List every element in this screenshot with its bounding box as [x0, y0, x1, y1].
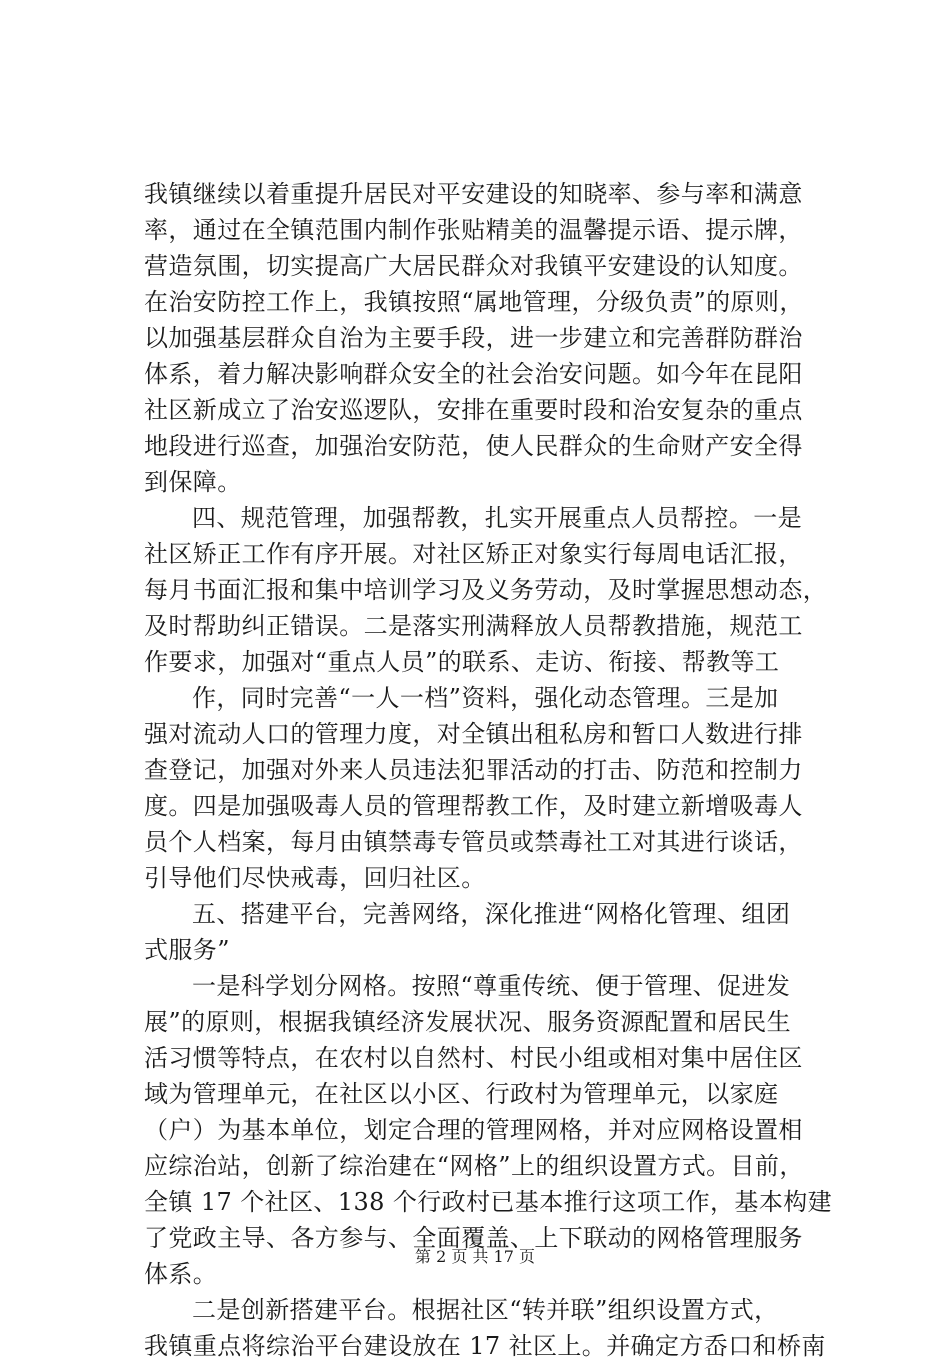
text-line: 一是科学划分网格。按照“尊重传统、便于管理、促进发	[192, 972, 791, 1000]
text-line: 度。四是加强吸毒人员的管理帮教工作，及时建立新增吸毒人	[144, 792, 803, 820]
text-line: 以加强基层群众自治为主要手段，进一步建立和完善群防群治	[144, 324, 803, 352]
text-line: 社区新成立了治安巡逻队，安排在重要时段和治安复杂的重点	[144, 396, 803, 424]
text-line: 域为管理单元，在社区以小区、行政村为管理单元，以家庭	[144, 1080, 779, 1108]
text-line: 活习惯等特点，在农村以自然村、村民小组或相对集中居住区	[144, 1044, 803, 1072]
document-body	[144, 176, 844, 1364]
text-line: 了党政主导、各方参与、全面覆盖、上下联动的网格管理服务	[144, 1224, 803, 1252]
text-line: 营造氛围，切实提高广大居民群众对我镇平安建设的认知度。	[144, 252, 803, 280]
text-line: 四、规范管理，加强帮教，扎实开展重点人员帮控。一是	[192, 504, 802, 532]
text-line: 式服务”	[144, 936, 230, 964]
text-line: 地段进行巡查，加强治安防范，使人民群众的生命财产安全得	[144, 432, 803, 460]
text-line: 率，通过在全镇范围内制作张贴精美的温馨提示语、提示牌，	[144, 216, 803, 244]
text-line: 应综治站，创新了综治建在“网格”上的组织设置方式。目前，	[144, 1152, 804, 1180]
text-line: 到保障。	[144, 468, 242, 496]
text-line: 作，同时完善“一人一档”资料，强化动态管理。三是加	[192, 684, 779, 712]
text-line: 及时帮助纠正错误。二是落实刑满释放人员帮教措施，规范工	[144, 612, 803, 640]
text-line: 作要求，加强对“重点人员”的联系、走访、衔接、帮教等工	[144, 648, 780, 676]
text-line: 展”的原则，根据我镇经济发展状况、服务资源配置和居民生	[144, 1008, 792, 1036]
text-line: 强对流动人口的管理力度，对全镇出租私房和暂口人数进行排	[144, 720, 803, 748]
text-line: 体系。	[144, 1260, 218, 1288]
text-line: 我镇重点将综治平台建设放在 17 社区上。并确定方岙口和桥南	[144, 1332, 826, 1360]
text-line: 五、搭建平台，完善网络，深化推进“网格化管理、组团	[192, 900, 791, 928]
page-number-footer: 第 2 页 共 17 页	[415, 1247, 535, 1266]
text-line: 引导他们尽快戒毒，回归社区。	[144, 864, 486, 892]
text-line: 体系，着力解决影响群众安全的社会治安问题。如今年在昆阳	[144, 360, 803, 388]
text-line: 每月书面汇报和集中培训学习及义务劳动，及时掌握思想动态，	[144, 576, 828, 604]
text-line: 查登记，加强对外来人员违法犯罪活动的打击、防范和控制力	[144, 756, 803, 784]
text-line: 全镇 17 个社区、138 个行政村已基本推行这项工作，基本构建	[144, 1188, 833, 1216]
text-line: 我镇继续以着重提升居民对平安建设的知晓率、参与率和满意	[144, 180, 803, 208]
text-line: 二是创新搭建平台。根据社区“转并联”组织设置方式，	[192, 1296, 779, 1324]
text-line: 员个人档案，每月由镇禁毒专管员或禁毒社工对其进行谈话，	[144, 828, 803, 856]
text-line: （户）为基本单位，划定合理的管理网格，并对应网格设置相	[144, 1116, 803, 1144]
text-line: 社区矫正工作有序开展。对社区矫正对象实行每周电话汇报，	[144, 540, 803, 568]
text-line: 在治安防控工作上，我镇按照“属地管理，分级负责”的原则，	[144, 288, 804, 316]
